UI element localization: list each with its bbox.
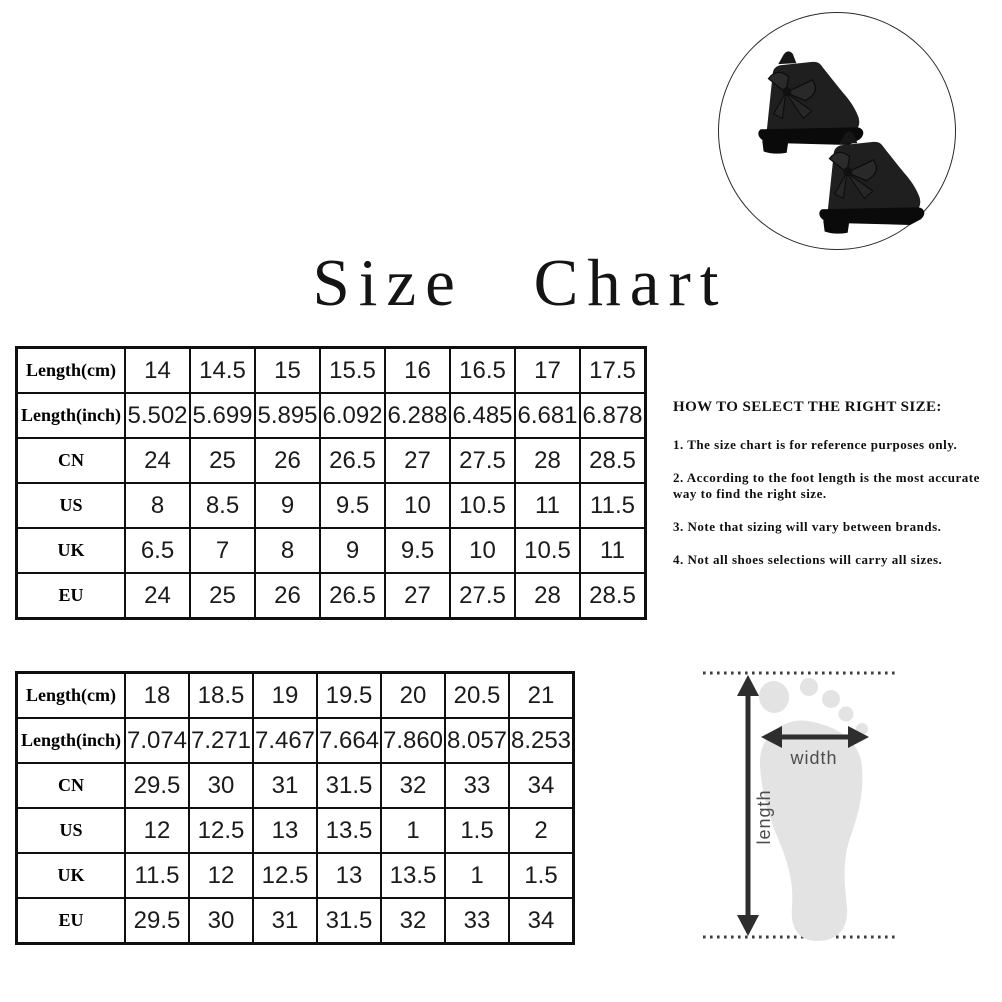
size-value-cell: 31	[253, 763, 317, 808]
size-value-cell: 6.681	[515, 393, 580, 438]
product-photo-circle	[718, 12, 956, 250]
size-value-cell: 10	[450, 528, 515, 573]
size-value-cell: 9.5	[385, 528, 450, 573]
row-label: Length(inch)	[17, 718, 126, 763]
size-value-cell: 25	[190, 573, 255, 619]
size-value-cell: 12.5	[189, 808, 253, 853]
size-value-cell: 15	[255, 348, 320, 394]
row-label: UK	[17, 528, 126, 573]
size-value-cell: 27	[385, 573, 450, 619]
instruction-item: 2. According to the foot length is the most accurate way to find the right size.	[673, 470, 980, 501]
size-value-cell: 28.5	[580, 438, 646, 483]
instructions-heading: HOW TO SELECT THE RIGHT SIZE:	[673, 399, 942, 415]
size-value-cell: 21	[509, 673, 574, 719]
size-value-cell: 13	[253, 808, 317, 853]
size-value-cell: 7.860	[381, 718, 445, 763]
size-value-cell: 8.5	[190, 483, 255, 528]
size-value-cell: 28.5	[580, 573, 646, 619]
size-value-cell: 2	[509, 808, 574, 853]
size-value-cell: 19.5	[317, 673, 381, 719]
table-row	[17, 763, 574, 808]
table-row	[17, 438, 646, 483]
size-value-cell: 16.5	[450, 348, 515, 394]
row-label: CN	[17, 438, 126, 483]
instruction-item: 4. Not all shoes selections will carry all sizes.	[673, 552, 943, 567]
row-label: UK	[17, 853, 126, 898]
table-row	[17, 483, 646, 528]
size-value-cell: 8.057	[445, 718, 509, 763]
size-value-cell: 10.5	[515, 528, 580, 573]
size-value-cell: 5.699	[190, 393, 255, 438]
instruction-item: 3. Note that sizing will vary between brands.	[673, 519, 942, 534]
size-value-cell: 16	[385, 348, 450, 394]
size-value-cell: 32	[381, 898, 445, 944]
size-value-cell: 5.502	[125, 393, 190, 438]
size-value-cell: 9	[320, 528, 385, 573]
size-value-cell: 12	[125, 808, 189, 853]
size-value-cell: 11	[515, 483, 580, 528]
size-value-cell: 30	[189, 763, 253, 808]
size-table-large	[15, 671, 575, 945]
row-label: US	[17, 808, 126, 853]
table-row	[17, 808, 574, 853]
size-value-cell: 18.5	[189, 673, 253, 719]
size-value-cell: 20.5	[445, 673, 509, 719]
width-label: width	[790, 748, 838, 768]
row-label: US	[17, 483, 126, 528]
size-value-cell: 25	[190, 438, 255, 483]
table-row	[17, 853, 574, 898]
size-value-cell: 27	[385, 438, 450, 483]
size-value-cell: 31	[253, 898, 317, 944]
size-value-cell: 33	[445, 898, 509, 944]
size-value-cell: 6.288	[385, 393, 450, 438]
page-title: Size Chart	[312, 246, 728, 320]
table-row	[17, 898, 574, 944]
size-value-cell: 26.5	[320, 573, 385, 619]
size-value-cell: 1.5	[445, 808, 509, 853]
row-label: Length(cm)	[17, 348, 126, 394]
size-value-cell: 18	[125, 673, 189, 719]
foot-measurement-diagram	[690, 650, 1002, 985]
size-value-cell: 10	[385, 483, 450, 528]
size-value-cell: 14	[125, 348, 190, 394]
size-value-cell: 6.878	[580, 393, 646, 438]
size-value-cell: 7.467	[253, 718, 317, 763]
size-value-cell: 13.5	[381, 853, 445, 898]
size-value-cell: 29.5	[125, 898, 189, 944]
size-value-cell: 13	[317, 853, 381, 898]
size-value-cell: 1.5	[509, 853, 574, 898]
size-value-cell: 8	[125, 483, 190, 528]
boots-photo-illustration	[719, 13, 955, 249]
size-value-cell: 33	[445, 763, 509, 808]
size-value-cell: 7	[190, 528, 255, 573]
size-value-cell: 28	[515, 573, 580, 619]
size-value-cell: 6.485	[450, 393, 515, 438]
size-value-cell: 13.5	[317, 808, 381, 853]
size-value-cell: 20	[381, 673, 445, 719]
size-value-cell: 11.5	[580, 483, 646, 528]
size-value-cell: 9.5	[320, 483, 385, 528]
table-row	[17, 673, 574, 719]
table-row	[17, 718, 574, 763]
size-value-cell: 12.5	[253, 853, 317, 898]
size-value-cell: 29.5	[125, 763, 189, 808]
size-value-cell: 24	[125, 438, 190, 483]
size-value-cell: 32	[381, 763, 445, 808]
size-value-cell: 1	[381, 808, 445, 853]
size-value-cell: 7.271	[189, 718, 253, 763]
length-label: length	[754, 789, 774, 845]
size-value-cell: 17.5	[580, 348, 646, 394]
size-value-cell: 8	[255, 528, 320, 573]
size-value-cell: 6.092	[320, 393, 385, 438]
table-row	[17, 393, 646, 438]
row-label: CN	[17, 763, 126, 808]
size-value-cell: 26	[255, 573, 320, 619]
size-value-cell: 34	[509, 763, 574, 808]
size-value-cell: 26	[255, 438, 320, 483]
row-label: Length(cm)	[17, 673, 126, 719]
size-value-cell: 11.5	[125, 853, 189, 898]
size-value-cell: 7.664	[317, 718, 381, 763]
row-label: EU	[17, 573, 126, 619]
sizing-instructions	[673, 399, 1002, 585]
size-value-cell: 30	[189, 898, 253, 944]
size-value-cell: 19	[253, 673, 317, 719]
size-value-cell: 8.253	[509, 718, 574, 763]
size-value-cell: 15.5	[320, 348, 385, 394]
size-table-small	[15, 346, 647, 620]
size-value-cell: 5.895	[255, 393, 320, 438]
size-value-cell: 28	[515, 438, 580, 483]
instructions-list	[673, 437, 1002, 568]
size-value-cell: 27.5	[450, 438, 515, 483]
table-row	[17, 573, 646, 619]
table-row	[17, 528, 646, 573]
size-value-cell: 24	[125, 573, 190, 619]
size-value-cell: 31.5	[317, 763, 381, 808]
size-value-cell: 26.5	[320, 438, 385, 483]
size-value-cell: 1	[445, 853, 509, 898]
size-value-cell: 17	[515, 348, 580, 394]
row-label: EU	[17, 898, 126, 944]
size-value-cell: 11	[580, 528, 646, 573]
size-value-cell: 34	[509, 898, 574, 944]
row-label: Length(inch)	[17, 393, 126, 438]
size-value-cell: 31.5	[317, 898, 381, 944]
table-row	[17, 348, 646, 394]
size-value-cell: 7.074	[125, 718, 189, 763]
size-value-cell: 9	[255, 483, 320, 528]
size-value-cell: 6.5	[125, 528, 190, 573]
instruction-item: 1. The size chart is for reference purposes only.	[673, 437, 958, 452]
size-value-cell: 27.5	[450, 573, 515, 619]
size-value-cell: 14.5	[190, 348, 255, 394]
size-value-cell: 12	[189, 853, 253, 898]
size-value-cell: 10.5	[450, 483, 515, 528]
